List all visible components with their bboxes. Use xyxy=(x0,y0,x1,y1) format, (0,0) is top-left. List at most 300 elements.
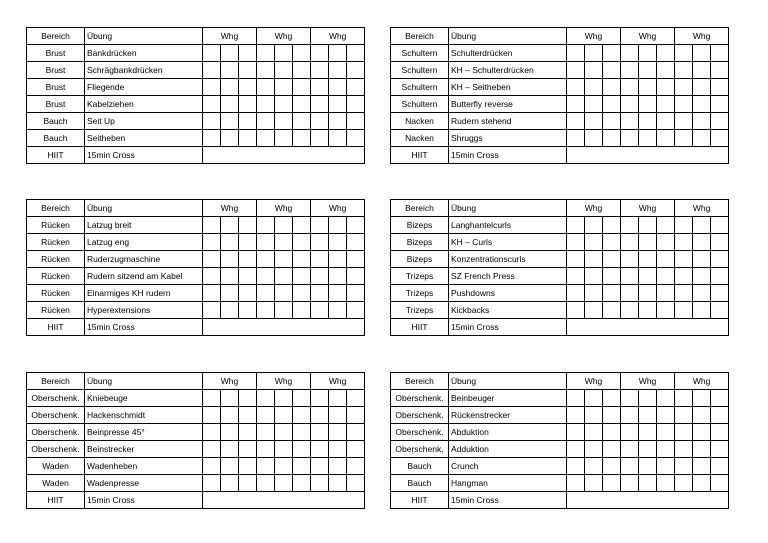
entry-cell[interactable] xyxy=(239,130,257,147)
entry-cell[interactable] xyxy=(567,458,585,475)
entry-cell[interactable] xyxy=(347,96,365,113)
entry-cell[interactable] xyxy=(203,96,221,113)
entry-cell[interactable] xyxy=(293,441,311,458)
entry-cell[interactable] xyxy=(311,390,329,407)
entry-cell[interactable] xyxy=(585,96,603,113)
entry-cell[interactable] xyxy=(567,285,585,302)
entry-cell[interactable] xyxy=(693,407,711,424)
entry-cell[interactable] xyxy=(239,458,257,475)
entry-cell[interactable] xyxy=(311,268,329,285)
entry-cell[interactable] xyxy=(693,458,711,475)
entry-cell[interactable] xyxy=(203,458,221,475)
entry-cell[interactable] xyxy=(203,475,221,492)
entry-cell[interactable] xyxy=(275,475,293,492)
entry-cell[interactable] xyxy=(657,113,675,130)
entry-cell[interactable] xyxy=(347,113,365,130)
entry-cell[interactable] xyxy=(347,390,365,407)
entry-cell[interactable] xyxy=(257,285,275,302)
entry-cell[interactable] xyxy=(603,302,621,319)
entry-cell[interactable] xyxy=(639,407,657,424)
entry-cell[interactable] xyxy=(711,390,729,407)
entry-cell[interactable] xyxy=(603,45,621,62)
entry-cell[interactable] xyxy=(567,268,585,285)
entry-cell[interactable] xyxy=(221,45,239,62)
entry-cell[interactable] xyxy=(275,424,293,441)
entry-cell[interactable] xyxy=(567,251,585,268)
entry-cell[interactable] xyxy=(329,285,347,302)
entry-cell[interactable] xyxy=(275,285,293,302)
entry-cell[interactable] xyxy=(257,441,275,458)
entry-cell[interactable] xyxy=(711,285,729,302)
entry-cell[interactable] xyxy=(275,234,293,251)
entry-cell[interactable] xyxy=(711,130,729,147)
entry-cell[interactable] xyxy=(693,96,711,113)
entry-cell[interactable] xyxy=(693,217,711,234)
entry-cell[interactable] xyxy=(711,475,729,492)
entry-cell[interactable] xyxy=(329,96,347,113)
entry-cell[interactable] xyxy=(675,234,693,251)
entry-cell[interactable] xyxy=(603,130,621,147)
entry-cell[interactable] xyxy=(711,217,729,234)
entry-cell[interactable] xyxy=(329,234,347,251)
entry-cell[interactable] xyxy=(603,407,621,424)
entry-cell[interactable] xyxy=(585,475,603,492)
entry-cell[interactable] xyxy=(639,217,657,234)
entry-cell[interactable] xyxy=(311,302,329,319)
entry-cell[interactable] xyxy=(603,113,621,130)
entry-cell[interactable] xyxy=(239,475,257,492)
entry-cell[interactable] xyxy=(293,62,311,79)
entry-cell[interactable] xyxy=(585,441,603,458)
entry-cell[interactable] xyxy=(293,407,311,424)
entry-cell[interactable] xyxy=(693,113,711,130)
entry-cell[interactable] xyxy=(203,407,221,424)
entry-cell[interactable] xyxy=(675,268,693,285)
entry-cell[interactable] xyxy=(621,390,639,407)
entry-cell[interactable] xyxy=(585,390,603,407)
entry-cell[interactable] xyxy=(275,79,293,96)
entry-cell[interactable] xyxy=(203,285,221,302)
entry-cell[interactable] xyxy=(675,475,693,492)
entry-cell[interactable] xyxy=(221,441,239,458)
entry-cell[interactable] xyxy=(257,62,275,79)
entry-cell[interactable] xyxy=(657,302,675,319)
entry-cell[interactable] xyxy=(567,96,585,113)
entry-cell[interactable] xyxy=(585,130,603,147)
entry-cell[interactable] xyxy=(711,441,729,458)
entry-cell[interactable] xyxy=(239,45,257,62)
entry-cell[interactable] xyxy=(585,302,603,319)
entry-cell[interactable] xyxy=(329,62,347,79)
entry-cell[interactable] xyxy=(293,217,311,234)
entry-cell[interactable] xyxy=(711,458,729,475)
entry-cell[interactable] xyxy=(585,45,603,62)
entry-cell[interactable] xyxy=(693,234,711,251)
entry-cell[interactable] xyxy=(567,475,585,492)
entry-cell[interactable] xyxy=(603,458,621,475)
entry-cell[interactable] xyxy=(657,79,675,96)
entry-cell[interactable] xyxy=(221,79,239,96)
entry-cell[interactable] xyxy=(567,407,585,424)
entry-cell[interactable] xyxy=(203,251,221,268)
entry-cell[interactable] xyxy=(311,113,329,130)
entry-cell[interactable] xyxy=(275,302,293,319)
entry-cell[interactable] xyxy=(275,458,293,475)
entry-cell[interactable] xyxy=(275,390,293,407)
entry-cell[interactable] xyxy=(567,234,585,251)
entry-cell[interactable] xyxy=(657,268,675,285)
entry-cell[interactable] xyxy=(311,217,329,234)
entry-cell[interactable] xyxy=(347,251,365,268)
notes-cell[interactable] xyxy=(567,147,729,164)
entry-cell[interactable] xyxy=(221,475,239,492)
entry-cell[interactable] xyxy=(657,45,675,62)
entry-cell[interactable] xyxy=(311,234,329,251)
notes-cell[interactable] xyxy=(567,319,729,336)
entry-cell[interactable] xyxy=(639,302,657,319)
entry-cell[interactable] xyxy=(293,390,311,407)
entry-cell[interactable] xyxy=(621,217,639,234)
entry-cell[interactable] xyxy=(221,285,239,302)
entry-cell[interactable] xyxy=(329,79,347,96)
entry-cell[interactable] xyxy=(585,62,603,79)
entry-cell[interactable] xyxy=(311,62,329,79)
entry-cell[interactable] xyxy=(239,79,257,96)
entry-cell[interactable] xyxy=(603,251,621,268)
entry-cell[interactable] xyxy=(293,285,311,302)
entry-cell[interactable] xyxy=(567,302,585,319)
entry-cell[interactable] xyxy=(621,96,639,113)
entry-cell[interactable] xyxy=(221,62,239,79)
entry-cell[interactable] xyxy=(567,79,585,96)
entry-cell[interactable] xyxy=(239,424,257,441)
entry-cell[interactable] xyxy=(311,79,329,96)
entry-cell[interactable] xyxy=(329,45,347,62)
entry-cell[interactable] xyxy=(711,96,729,113)
entry-cell[interactable] xyxy=(329,268,347,285)
entry-cell[interactable] xyxy=(239,285,257,302)
entry-cell[interactable] xyxy=(693,251,711,268)
entry-cell[interactable] xyxy=(257,302,275,319)
entry-cell[interactable] xyxy=(257,130,275,147)
entry-cell[interactable] xyxy=(639,234,657,251)
entry-cell[interactable] xyxy=(639,390,657,407)
entry-cell[interactable] xyxy=(239,62,257,79)
entry-cell[interactable] xyxy=(657,407,675,424)
entry-cell[interactable] xyxy=(621,285,639,302)
entry-cell[interactable] xyxy=(621,441,639,458)
entry-cell[interactable] xyxy=(347,285,365,302)
entry-cell[interactable] xyxy=(693,45,711,62)
entry-cell[interactable] xyxy=(311,45,329,62)
entry-cell[interactable] xyxy=(221,458,239,475)
entry-cell[interactable] xyxy=(257,475,275,492)
entry-cell[interactable] xyxy=(675,62,693,79)
entry-cell[interactable] xyxy=(347,217,365,234)
entry-cell[interactable] xyxy=(239,407,257,424)
entry-cell[interactable] xyxy=(693,268,711,285)
entry-cell[interactable] xyxy=(311,475,329,492)
entry-cell[interactable] xyxy=(585,113,603,130)
entry-cell[interactable] xyxy=(603,475,621,492)
entry-cell[interactable] xyxy=(675,407,693,424)
entry-cell[interactable] xyxy=(239,234,257,251)
entry-cell[interactable] xyxy=(311,130,329,147)
entry-cell[interactable] xyxy=(203,234,221,251)
entry-cell[interactable] xyxy=(239,390,257,407)
entry-cell[interactable] xyxy=(657,441,675,458)
entry-cell[interactable] xyxy=(293,130,311,147)
entry-cell[interactable] xyxy=(257,113,275,130)
entry-cell[interactable] xyxy=(657,251,675,268)
entry-cell[interactable] xyxy=(639,441,657,458)
entry-cell[interactable] xyxy=(675,285,693,302)
entry-cell[interactable] xyxy=(675,251,693,268)
entry-cell[interactable] xyxy=(347,458,365,475)
entry-cell[interactable] xyxy=(693,302,711,319)
entry-cell[interactable] xyxy=(275,62,293,79)
entry-cell[interactable] xyxy=(711,407,729,424)
entry-cell[interactable] xyxy=(239,268,257,285)
entry-cell[interactable] xyxy=(621,113,639,130)
entry-cell[interactable] xyxy=(347,45,365,62)
entry-cell[interactable] xyxy=(567,130,585,147)
entry-cell[interactable] xyxy=(603,390,621,407)
entry-cell[interactable] xyxy=(585,285,603,302)
entry-cell[interactable] xyxy=(311,251,329,268)
entry-cell[interactable] xyxy=(293,96,311,113)
entry-cell[interactable] xyxy=(675,113,693,130)
entry-cell[interactable] xyxy=(275,217,293,234)
entry-cell[interactable] xyxy=(603,62,621,79)
entry-cell[interactable] xyxy=(221,96,239,113)
entry-cell[interactable] xyxy=(693,79,711,96)
entry-cell[interactable] xyxy=(275,268,293,285)
entry-cell[interactable] xyxy=(221,302,239,319)
entry-cell[interactable] xyxy=(711,45,729,62)
entry-cell[interactable] xyxy=(603,234,621,251)
entry-cell[interactable] xyxy=(657,390,675,407)
entry-cell[interactable] xyxy=(711,234,729,251)
entry-cell[interactable] xyxy=(221,251,239,268)
entry-cell[interactable] xyxy=(221,130,239,147)
entry-cell[interactable] xyxy=(329,251,347,268)
entry-cell[interactable] xyxy=(639,285,657,302)
entry-cell[interactable] xyxy=(239,96,257,113)
entry-cell[interactable] xyxy=(257,424,275,441)
entry-cell[interactable] xyxy=(603,217,621,234)
entry-cell[interactable] xyxy=(675,79,693,96)
entry-cell[interactable] xyxy=(603,285,621,302)
entry-cell[interactable] xyxy=(567,217,585,234)
entry-cell[interactable] xyxy=(621,475,639,492)
entry-cell[interactable] xyxy=(275,441,293,458)
entry-cell[interactable] xyxy=(329,130,347,147)
entry-cell[interactable] xyxy=(603,441,621,458)
entry-cell[interactable] xyxy=(239,441,257,458)
entry-cell[interactable] xyxy=(639,458,657,475)
entry-cell[interactable] xyxy=(203,113,221,130)
entry-cell[interactable] xyxy=(657,96,675,113)
entry-cell[interactable] xyxy=(221,113,239,130)
entry-cell[interactable] xyxy=(639,424,657,441)
notes-cell[interactable] xyxy=(203,319,365,336)
entry-cell[interactable] xyxy=(293,79,311,96)
entry-cell[interactable] xyxy=(293,251,311,268)
entry-cell[interactable] xyxy=(567,424,585,441)
entry-cell[interactable] xyxy=(639,475,657,492)
entry-cell[interactable] xyxy=(257,79,275,96)
entry-cell[interactable] xyxy=(621,79,639,96)
entry-cell[interactable] xyxy=(657,458,675,475)
entry-cell[interactable] xyxy=(639,45,657,62)
entry-cell[interactable] xyxy=(329,424,347,441)
entry-cell[interactable] xyxy=(203,62,221,79)
entry-cell[interactable] xyxy=(203,390,221,407)
entry-cell[interactable] xyxy=(329,390,347,407)
entry-cell[interactable] xyxy=(711,62,729,79)
entry-cell[interactable] xyxy=(311,424,329,441)
entry-cell[interactable] xyxy=(329,407,347,424)
entry-cell[interactable] xyxy=(675,458,693,475)
entry-cell[interactable] xyxy=(203,441,221,458)
entry-cell[interactable] xyxy=(675,302,693,319)
entry-cell[interactable] xyxy=(257,45,275,62)
notes-cell[interactable] xyxy=(203,492,365,509)
entry-cell[interactable] xyxy=(311,285,329,302)
entry-cell[interactable] xyxy=(257,96,275,113)
entry-cell[interactable] xyxy=(567,113,585,130)
entry-cell[interactable] xyxy=(293,45,311,62)
entry-cell[interactable] xyxy=(657,285,675,302)
entry-cell[interactable] xyxy=(693,441,711,458)
entry-cell[interactable] xyxy=(621,458,639,475)
entry-cell[interactable] xyxy=(639,62,657,79)
entry-cell[interactable] xyxy=(293,113,311,130)
entry-cell[interactable] xyxy=(203,302,221,319)
entry-cell[interactable] xyxy=(693,390,711,407)
entry-cell[interactable] xyxy=(621,234,639,251)
entry-cell[interactable] xyxy=(639,79,657,96)
entry-cell[interactable] xyxy=(347,302,365,319)
entry-cell[interactable] xyxy=(239,302,257,319)
entry-cell[interactable] xyxy=(311,96,329,113)
entry-cell[interactable] xyxy=(329,475,347,492)
entry-cell[interactable] xyxy=(639,130,657,147)
entry-cell[interactable] xyxy=(203,268,221,285)
entry-cell[interactable] xyxy=(621,62,639,79)
entry-cell[interactable] xyxy=(621,251,639,268)
entry-cell[interactable] xyxy=(257,251,275,268)
entry-cell[interactable] xyxy=(585,407,603,424)
entry-cell[interactable] xyxy=(203,45,221,62)
entry-cell[interactable] xyxy=(585,424,603,441)
entry-cell[interactable] xyxy=(275,130,293,147)
entry-cell[interactable] xyxy=(239,251,257,268)
entry-cell[interactable] xyxy=(347,424,365,441)
entry-cell[interactable] xyxy=(567,441,585,458)
entry-cell[interactable] xyxy=(275,113,293,130)
entry-cell[interactable] xyxy=(585,234,603,251)
entry-cell[interactable] xyxy=(221,217,239,234)
entry-cell[interactable] xyxy=(693,62,711,79)
entry-cell[interactable] xyxy=(675,424,693,441)
entry-cell[interactable] xyxy=(711,268,729,285)
entry-cell[interactable] xyxy=(239,217,257,234)
entry-cell[interactable] xyxy=(621,268,639,285)
entry-cell[interactable] xyxy=(657,475,675,492)
entry-cell[interactable] xyxy=(221,234,239,251)
entry-cell[interactable] xyxy=(603,424,621,441)
entry-cell[interactable] xyxy=(275,96,293,113)
entry-cell[interactable] xyxy=(603,96,621,113)
entry-cell[interactable] xyxy=(347,441,365,458)
entry-cell[interactable] xyxy=(693,285,711,302)
entry-cell[interactable] xyxy=(567,45,585,62)
entry-cell[interactable] xyxy=(203,130,221,147)
entry-cell[interactable] xyxy=(347,62,365,79)
entry-cell[interactable] xyxy=(711,302,729,319)
entry-cell[interactable] xyxy=(311,458,329,475)
entry-cell[interactable] xyxy=(603,268,621,285)
entry-cell[interactable] xyxy=(347,475,365,492)
entry-cell[interactable] xyxy=(675,96,693,113)
entry-cell[interactable] xyxy=(275,407,293,424)
entry-cell[interactable] xyxy=(347,268,365,285)
entry-cell[interactable] xyxy=(329,113,347,130)
entry-cell[interactable] xyxy=(657,234,675,251)
entry-cell[interactable] xyxy=(693,424,711,441)
entry-cell[interactable] xyxy=(203,424,221,441)
entry-cell[interactable] xyxy=(639,268,657,285)
entry-cell[interactable] xyxy=(257,458,275,475)
entry-cell[interactable] xyxy=(329,217,347,234)
entry-cell[interactable] xyxy=(347,79,365,96)
entry-cell[interactable] xyxy=(675,45,693,62)
entry-cell[interactable] xyxy=(621,424,639,441)
notes-cell[interactable] xyxy=(567,492,729,509)
entry-cell[interactable] xyxy=(329,458,347,475)
entry-cell[interactable] xyxy=(293,268,311,285)
entry-cell[interactable] xyxy=(621,407,639,424)
entry-cell[interactable] xyxy=(293,475,311,492)
entry-cell[interactable] xyxy=(347,234,365,251)
entry-cell[interactable] xyxy=(311,441,329,458)
entry-cell[interactable] xyxy=(347,130,365,147)
entry-cell[interactable] xyxy=(639,96,657,113)
entry-cell[interactable] xyxy=(585,217,603,234)
entry-cell[interactable] xyxy=(585,251,603,268)
entry-cell[interactable] xyxy=(329,302,347,319)
entry-cell[interactable] xyxy=(221,424,239,441)
entry-cell[interactable] xyxy=(603,79,621,96)
entry-cell[interactable] xyxy=(693,475,711,492)
entry-cell[interactable] xyxy=(657,217,675,234)
entry-cell[interactable] xyxy=(221,407,239,424)
entry-cell[interactable] xyxy=(711,79,729,96)
entry-cell[interactable] xyxy=(567,390,585,407)
entry-cell[interactable] xyxy=(585,268,603,285)
entry-cell[interactable] xyxy=(221,268,239,285)
entry-cell[interactable] xyxy=(203,79,221,96)
entry-cell[interactable] xyxy=(621,130,639,147)
entry-cell[interactable] xyxy=(621,45,639,62)
entry-cell[interactable] xyxy=(257,390,275,407)
entry-cell[interactable] xyxy=(257,217,275,234)
entry-cell[interactable] xyxy=(675,390,693,407)
entry-cell[interactable] xyxy=(675,441,693,458)
entry-cell[interactable] xyxy=(293,234,311,251)
